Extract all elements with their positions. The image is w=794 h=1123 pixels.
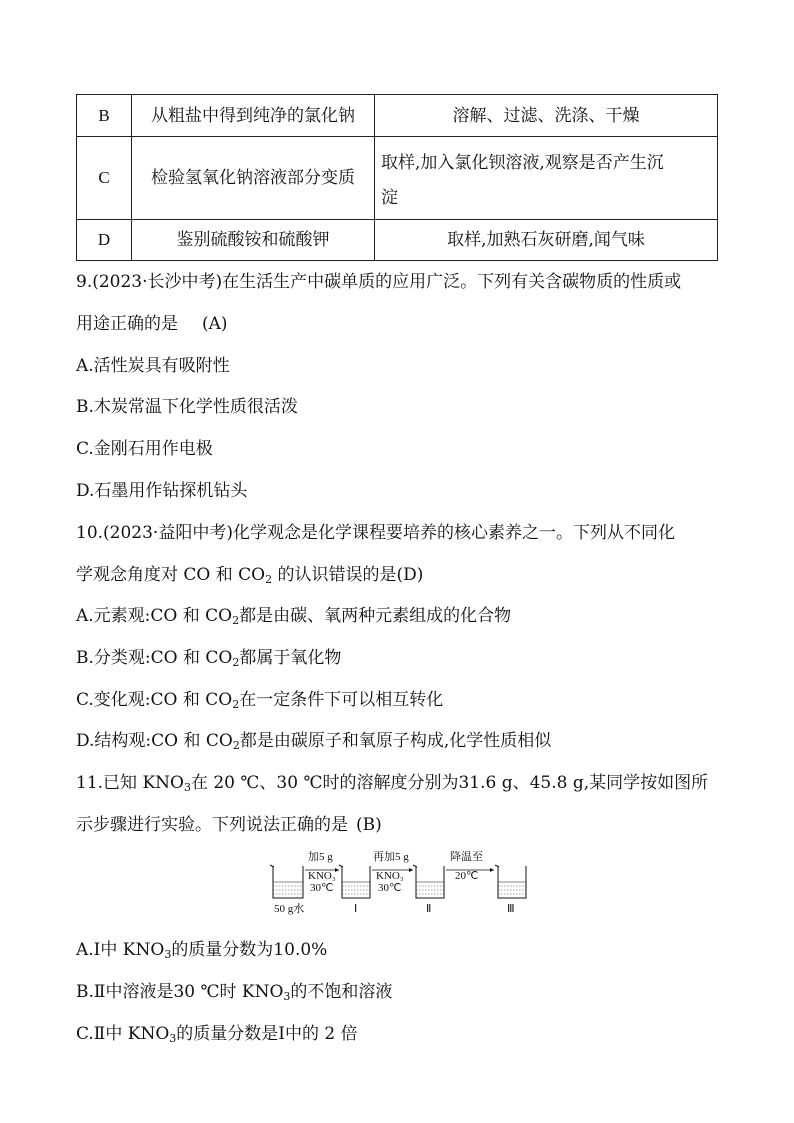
q11-text: 示步骤进行实验。下列说法正确的是 — [76, 815, 348, 835]
q10-text: 的认识错误的是(D) — [272, 565, 424, 585]
q10-stem-cont — [76, 563, 423, 587]
q9-stem-cont — [76, 312, 228, 336]
subscript: 3 — [183, 781, 191, 794]
subscript: 3 — [283, 990, 291, 1003]
table-row — [77, 95, 718, 137]
step-label: 20℃ — [455, 870, 479, 882]
option-text: B.Ⅱ中溶液是30 ℃时 KNO — [76, 982, 284, 1002]
q11-option-a — [76, 938, 327, 962]
row-item: 从粗盐中得到纯净的氯化钠 — [132, 95, 375, 137]
q11-text: 在 20 ℃、30 ℃时的溶解度分别为31.6 g、45.8 g,某同学按如图所 — [190, 773, 709, 793]
subscript: 2 — [232, 656, 240, 669]
q11-text: 11.已知 KNO — [76, 773, 184, 793]
q9-option-a: A.活性炭具有吸附性 — [76, 356, 230, 376]
beaker-icon — [413, 865, 444, 898]
step-label: KNO₃ — [308, 870, 336, 882]
beaker-label: Ⅰ — [354, 903, 358, 915]
q10-text: 学观念角度对 CO 和 CO — [76, 565, 266, 585]
option-text: 的质量分数为10.0% — [171, 940, 328, 960]
q11-stem-cont — [76, 813, 382, 837]
option-text: C.变化观:CO 和 CO — [76, 690, 233, 710]
row-label: B — [77, 95, 132, 137]
q11-option-b — [76, 980, 392, 1004]
beaker-label: Ⅱ — [426, 903, 432, 915]
option-text: B.分类观:CO 和 CO — [76, 648, 233, 668]
option-text: 的不饱和溶液 — [290, 982, 393, 1002]
q9-option-d: D.石墨用作钻探机钻头 — [76, 481, 248, 501]
step-label: 再加5 g — [373, 851, 409, 863]
beaker-label: 50 g水 — [274, 903, 305, 915]
row-method: 溶解、过滤、洗涤、干燥 — [375, 95, 718, 137]
row-item: 鉴别硫酸铵和硫酸钾 — [132, 220, 375, 261]
option-text: A.元素观:CO 和 CO — [76, 606, 233, 626]
q9-answer: (A) — [202, 314, 228, 334]
options-table — [76, 94, 718, 261]
q9-option-b: B.木炭常温下化学性质很活泼 — [76, 397, 298, 417]
subscript: 2 — [265, 573, 273, 586]
step-label: 30℃ — [310, 882, 334, 894]
option-text: 都是由碳、氧两种元素组成的化合物 — [239, 606, 512, 626]
row-method-line: 淀 — [381, 188, 398, 208]
beaker-icon — [495, 865, 526, 898]
step-label: KNO₃ — [376, 870, 404, 882]
option-text: 都是由碳原子和氧原子构成,化学性质相似 — [239, 731, 552, 751]
subscript: 2 — [232, 739, 240, 752]
row-method-line: 取样,加入氯化钡溶液,观察是否产生沉 — [381, 153, 664, 173]
row-label: C — [77, 137, 132, 220]
q11-option-c — [76, 1022, 358, 1046]
beaker-label: Ⅲ — [507, 903, 515, 915]
option-text: C.Ⅱ中 KNO — [76, 1024, 170, 1044]
table-row — [77, 220, 718, 261]
row-method — [375, 137, 718, 220]
beaker-icon — [339, 865, 370, 898]
q11-answer: (B) — [356, 815, 382, 835]
subscript: 2 — [232, 698, 240, 711]
q9-stem-text: 用途正确的是 — [76, 314, 178, 334]
q9-option-c: C.金刚石用作电极 — [76, 439, 213, 459]
q10-stem: 10.(2023·益阳中考)化学观念是化学课程要培养的核心素养之一。下列从不同化 — [76, 523, 675, 543]
subscript: 2 — [232, 614, 240, 627]
experiment-diagram — [268, 848, 530, 916]
q9-stem: 9.(2023·长沙中考)在生活生产中碳单质的应用广泛。下列有关含碳物质的性质或 — [76, 272, 682, 292]
subscript: 3 — [169, 1032, 177, 1045]
q10-option-d — [76, 729, 551, 753]
q11-stem — [76, 771, 708, 795]
row-method: 取样,加熟石灰研磨,闻气味 — [375, 220, 718, 261]
row-item: 检验氢氧化钠溶液部分变质 — [132, 137, 375, 220]
q10-option-b — [76, 646, 341, 670]
beaker-icon — [270, 865, 303, 898]
row-label: D — [77, 220, 132, 261]
option-text: D.结构观:CO 和 CO — [76, 731, 233, 751]
step-label: 降温至 — [450, 851, 483, 863]
option-text: 都属于氧化物 — [239, 648, 342, 668]
step-label: 30℃ — [378, 882, 402, 894]
q10-option-a — [76, 604, 511, 628]
option-text: A.Ⅰ中 KNO — [76, 940, 165, 960]
step-label: 加5 g — [308, 851, 333, 863]
subscript: 3 — [164, 948, 172, 961]
table-row — [77, 137, 718, 220]
option-text: 的质量分数是Ⅰ中的 2 倍 — [176, 1024, 358, 1044]
option-text: 在一定条件下可以相互转化 — [239, 690, 444, 710]
q10-option-c — [76, 688, 443, 712]
